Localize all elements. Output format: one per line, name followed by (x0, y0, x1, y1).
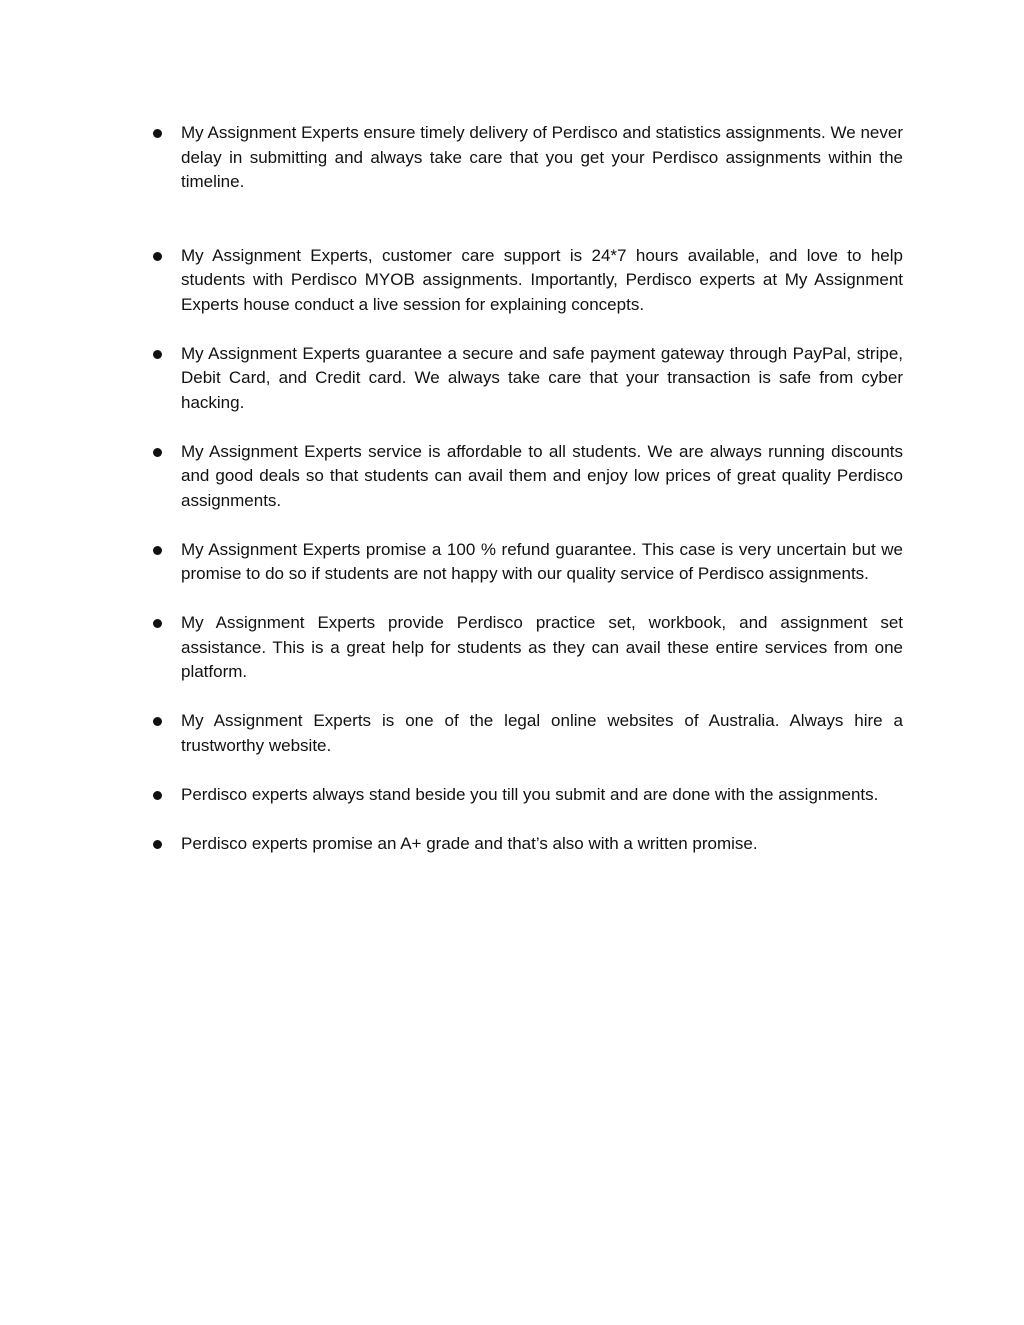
bullet-dot-icon (153, 717, 162, 726)
list-item (151, 440, 903, 514)
list-item-text: Perdisco experts always stand beside you till you submit and are done with the assignments. (181, 784, 879, 804)
list-item-text: My Assignment Experts ensure timely delivery of Perdisco and statistics assignments. We never delay in submitting and always take care that you get your Perdisco assignments within the timeline. (181, 123, 903, 191)
list-item (151, 709, 903, 758)
bullet-list (151, 121, 903, 881)
bullet-dot-icon (153, 619, 162, 628)
list-item-text: Perdisco experts promise an A+ grade and that’s also with a written promise. (181, 833, 758, 853)
bullet-dot-icon (153, 546, 162, 555)
list-item (151, 611, 903, 685)
list-item (151, 538, 903, 587)
bullet-dot-icon (153, 350, 162, 359)
list-item-text: My Assignment Experts, customer care support is 24*7 hours available, and love to help students with Perdisco MYOB assignments. Importantly, Perdisco experts at My Assignment Experts house conduct a live session for explaining concepts. (181, 245, 903, 314)
list-item-text: My Assignment Experts is one of the legal online websites of Australia. Always hire a trustworthy website. (181, 711, 903, 755)
bullet-dot-icon (153, 791, 162, 800)
bullet-dot-icon (153, 448, 162, 457)
list-item-text: My Assignment Experts guarantee a secure and safe payment gateway through PayPal, stripe, Debit Card, and Credit card. We always take care that your transaction is safe from cyber hacking. (181, 343, 903, 412)
list-item (151, 244, 903, 318)
bullet-dot-icon (153, 840, 162, 849)
list-item-text: My Assignment Experts service is affordable to all students. We are always running discounts and good deals so that students can avail them and enjoy low prices of great quality Perdisco assignments. (181, 441, 903, 510)
list-item (151, 832, 903, 857)
list-item (151, 342, 903, 416)
bullet-dot-icon (153, 252, 162, 261)
list-item (151, 121, 903, 195)
list-item-text: My Assignment Experts provide Perdisco practice set, workbook, and assignment set assistance. This is a great help for students as they can avail these entire services from one platform. (181, 613, 903, 681)
bullet-dot-icon (153, 129, 162, 138)
list-item-text: My Assignment Experts promise a 100 % refund guarantee. This case is very uncertain but we promise to do so if students are not happy with our quality service of Perdisco assignments. (181, 539, 903, 583)
list-item (151, 783, 903, 808)
